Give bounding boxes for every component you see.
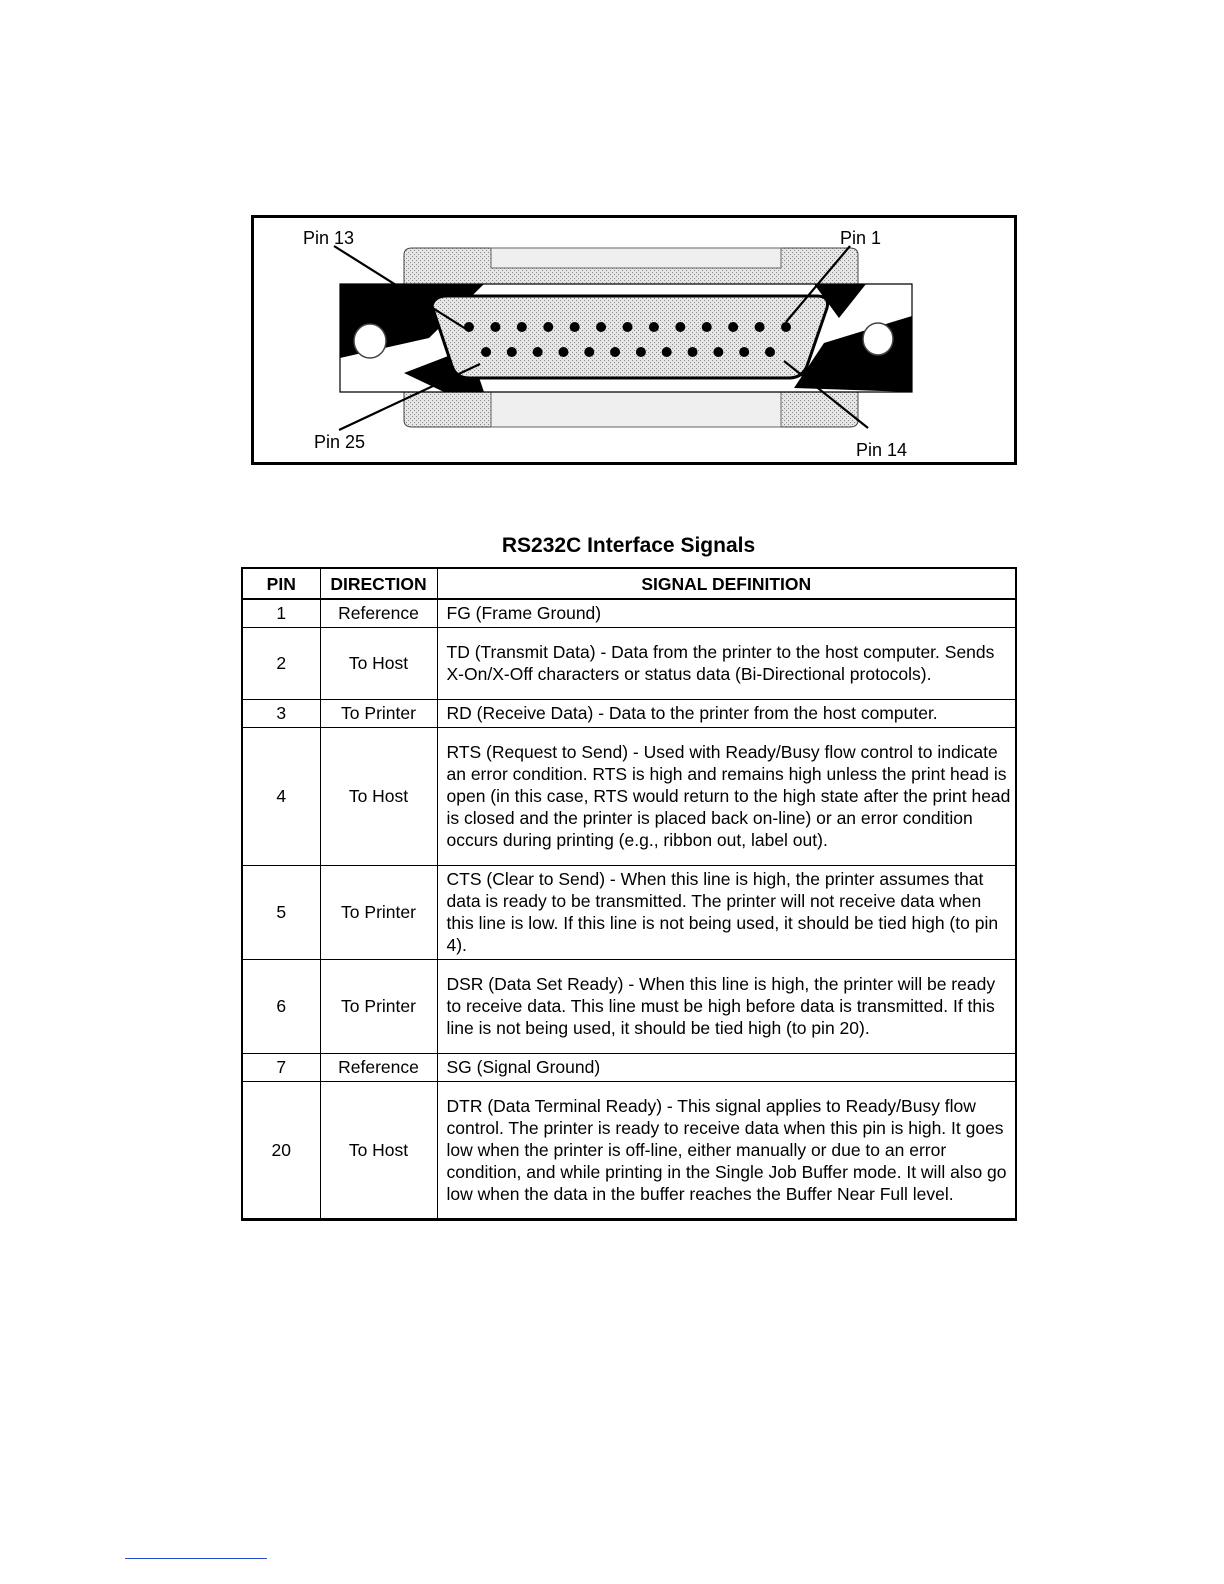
top-row-pin-dot (755, 322, 765, 332)
pin-cell: 3 (242, 699, 320, 727)
shell-top-highlight (491, 248, 781, 268)
top-row-pin-dot (596, 322, 606, 332)
bottom-row-pin-dot (636, 347, 646, 357)
definition-cell: RD (Receive Data) - Data to the printer from the host computer. (437, 699, 1016, 727)
table-row (242, 1081, 1016, 1219)
definition-cell: SG (Signal Ground) (437, 1053, 1016, 1081)
footnote-rule (125, 1558, 267, 1559)
direction-cell: To Printer (320, 699, 437, 727)
pin-cell: 1 (242, 599, 320, 627)
direction-cell: To Host (320, 727, 437, 865)
db25-connector-diagram (254, 218, 1014, 462)
top-row-pin-dot (728, 322, 738, 332)
direction-cell: To Host (320, 1081, 437, 1219)
direction-cell: To Printer (320, 865, 437, 959)
top-row-pin-dot (570, 322, 580, 332)
pin-cell: 4 (242, 727, 320, 865)
definition-cell: FG (Frame Ground) (437, 599, 1016, 627)
table-header-row (242, 568, 1016, 599)
bottom-row-pin-dot (507, 347, 517, 357)
top-row-pin-dot (649, 322, 659, 332)
pin25-label: Pin 25 (314, 432, 366, 452)
bottom-row-pin-dot (739, 347, 749, 357)
bottom-row-pin-dot (765, 347, 775, 357)
pin13-label: Pin 13 (303, 228, 355, 248)
definition-cell: DTR (Data Terminal Ready) - This signal applies to Ready/Busy flow control. The printer is ready to receive data when this pin is high. It goes low when the printer is off-line, either manually or due to an error condition, and while printing in the Single Job Buffer mode. It will also go low when the data in the buffer reaches the Buffer Near Full level. (437, 1081, 1016, 1219)
top-row-pin-dot (675, 322, 685, 332)
bottom-row-pin-dot (688, 347, 698, 357)
table-row (242, 959, 1016, 1053)
top-row-pin-dot (517, 322, 527, 332)
table-row (242, 865, 1016, 959)
top-row-pin-dot (464, 322, 474, 332)
pin-cell: 7 (242, 1053, 320, 1081)
header-signal-definition: SIGNAL DEFINITION (437, 568, 1016, 599)
bottom-row-pin-dot (713, 347, 723, 357)
bottom-row-pin-dot (533, 347, 543, 357)
pin-cell: 20 (242, 1081, 320, 1219)
top-row-pin-dot (623, 322, 633, 332)
pin14-label: Pin 14 (856, 440, 908, 460)
connector-figure (251, 215, 1017, 465)
definition-cell: RTS (Request to Send) - Used with Ready/Busy flow control to indicate an error condition. RTS is high and remains high unless the print head is open (in this case, RTS would return to the high state after the print head is closed and the printer is placed back on-line) or an error condition occurs during printing (e.g., ribbon out, label out). (437, 727, 1016, 865)
bottom-row-pin-dot (558, 347, 568, 357)
table-row (242, 727, 1016, 865)
pin1-label: Pin 1 (840, 228, 882, 248)
direction-cell: To Host (320, 627, 437, 699)
table-row (242, 1053, 1016, 1081)
top-row-pin-dot (702, 322, 712, 332)
pin-cell: 2 (242, 627, 320, 699)
direction-cell: Reference (320, 599, 437, 627)
left-mounting-hole (354, 324, 386, 358)
bottom-row-pin-dot (662, 347, 672, 357)
bottom-row-pin-dot (610, 347, 620, 357)
top-row-pin-dot (781, 322, 791, 332)
signals-table (241, 567, 1017, 1221)
definition-cell: DSR (Data Set Ready) - When this line is high, the printer will be ready to receive data. This line must be high before data is transmitted. If this line is not being used, it should be tied high (to pin 20). (437, 959, 1016, 1053)
table-row (242, 627, 1016, 699)
pin-cell: 6 (242, 959, 320, 1053)
d-shaped-face (432, 296, 828, 378)
bottom-row-pin-dot (584, 347, 594, 357)
table-row (242, 699, 1016, 727)
pin-cell: 5 (242, 865, 320, 959)
table-row (242, 599, 1016, 627)
table-title: RS232C Interface Signals (501, 534, 756, 557)
definition-cell: TD (Transmit Data) - Data from the printer to the host computer. Sends X-On/X-Off characters or status data (Bi-Directional protocols). (437, 627, 1016, 699)
top-row-pin-dot (490, 322, 500, 332)
header-pin: PIN (242, 568, 320, 599)
bottom-row-pin-dot (481, 347, 491, 357)
direction-cell: Reference (320, 1053, 437, 1081)
header-direction: DIRECTION (320, 568, 437, 599)
direction-cell: To Printer (320, 959, 437, 1053)
definition-cell: CTS (Clear to Send) - When this line is high, the printer assumes that data is ready to be transmitted. The printer will not receive data when this line is low. If this line is not being used, it should be tied high (to pin 4). (437, 865, 1016, 959)
top-row-pin-dot (543, 322, 553, 332)
right-mounting-hole (863, 323, 893, 355)
